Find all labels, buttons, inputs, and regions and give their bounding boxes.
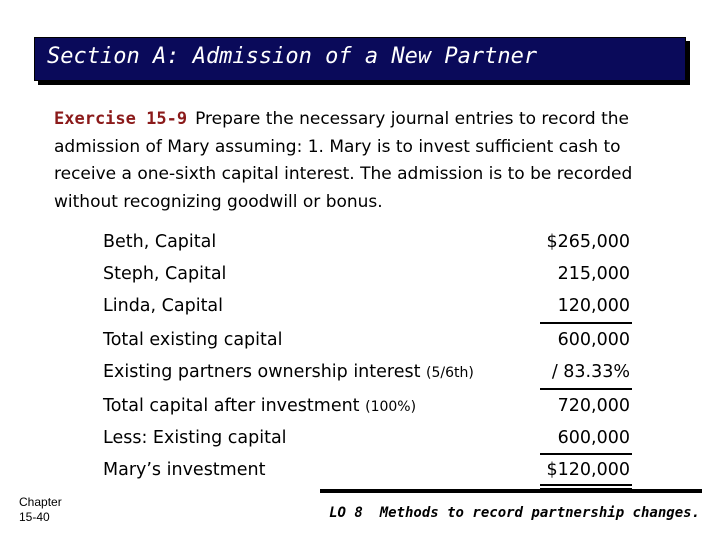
row-label-total-after: [103, 396, 416, 416]
footer-rule: [320, 489, 702, 493]
section-title-banner: [34, 37, 686, 81]
double-rule-top: [540, 484, 632, 486]
subtotal-rule: [540, 322, 632, 324]
divide-rule: [540, 388, 632, 390]
row-value-linda: 120,000: [557, 296, 630, 316]
ownership-label: Existing partners ownership interest: [103, 362, 421, 382]
ownership-note: (5/6th): [426, 365, 474, 381]
section-title: Section A: Admission of a New Partner: [47, 44, 538, 69]
exercise-prompt: [54, 106, 674, 216]
exercise-text: Prepare the necessary journal entries to record the admission of Mary assuming: 1. Mary is to invest sufficient cash to receive a one-sixth capital interest. The admission is to be recorded without recognizing goodwill or bonus.: [54, 109, 633, 212]
row-value-ownership-interest: / 83.33%: [551, 362, 630, 382]
row-value-steph: 215,000: [557, 264, 630, 284]
row-label-steph: Steph, Capital: [103, 264, 227, 284]
row-label-total-existing: Total existing capital: [103, 330, 283, 350]
exercise-label: Exercise 15-9: [54, 109, 188, 129]
row-value-beth: $265,000: [546, 232, 630, 252]
row-value-mary-investment: $120,000: [546, 460, 630, 480]
learning-objective: LO 8 Methods to record partnership changes.: [329, 505, 700, 521]
chapter-label: Chapter: [19, 495, 62, 509]
chapter-page-number: [19, 495, 62, 525]
row-label-ownership-interest: [103, 362, 474, 382]
row-value-total-after: 720,000: [557, 396, 630, 416]
page-number: 15-40: [19, 510, 50, 524]
final-subtotal-rule: [540, 453, 632, 455]
row-value-less-existing: 600,000: [557, 428, 630, 448]
row-label-mary-investment: Mary’s investment: [103, 460, 266, 480]
total-after-label: Total capital after investment: [103, 396, 360, 416]
total-after-note: (100%): [365, 399, 417, 415]
row-label-less-existing: Less: Existing capital: [103, 428, 287, 448]
row-label-linda: Linda, Capital: [103, 296, 224, 316]
row-label-beth: Beth, Capital: [103, 232, 217, 252]
row-value-total-existing: 600,000: [557, 330, 630, 350]
